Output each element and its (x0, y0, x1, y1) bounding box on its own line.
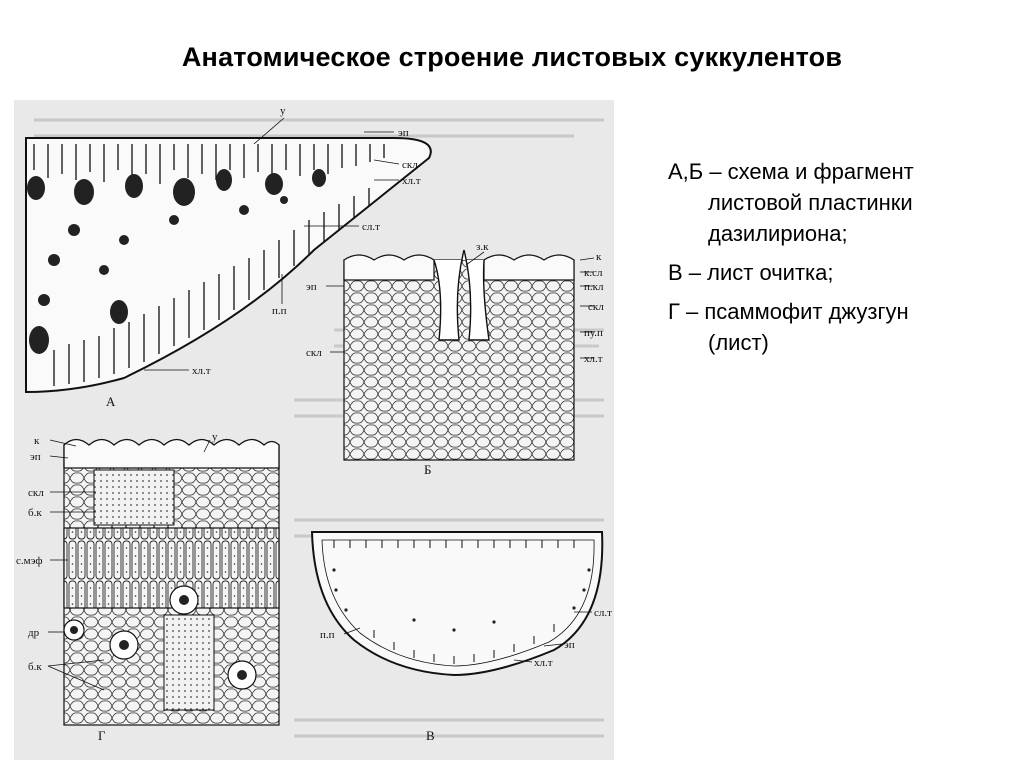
panel-a-letter: А (106, 394, 116, 409)
label-a-pp: п.п (272, 305, 287, 317)
label-g-u: у (212, 431, 218, 443)
label-g-smef: с.мэф (16, 555, 43, 567)
label-a-hlt: хл.т (402, 175, 421, 187)
label-b-hlt: хл.т (584, 353, 603, 365)
label-g-dr: др (28, 627, 40, 639)
label-v-hlt: хл.т (534, 657, 553, 669)
panel-g-letter: Г (98, 728, 106, 743)
label-b-skl2: скл (306, 347, 322, 359)
panel-v-letter: В (426, 728, 435, 743)
label-g-ep: эп (30, 451, 41, 463)
panel-v-diagram (312, 532, 612, 743)
label-v-pp: п.п (320, 629, 335, 641)
caption-item-g: Г – псаммофит джузгун (668, 299, 909, 324)
label-g-bk: б.к (28, 507, 42, 519)
caption-item-ab-cont2: дазилириона; (708, 221, 848, 246)
label-a-u: у (280, 105, 286, 117)
label-a-ep: эп (398, 127, 409, 139)
label-g-bk2: б.к (28, 661, 42, 673)
panel-b-diagram (306, 241, 604, 477)
caption-item-ab-cont1: листовой пластинки (708, 190, 913, 215)
panel-b-letter: Б (424, 462, 432, 477)
label-b-k: к (596, 251, 602, 263)
label-g-k: к (34, 435, 40, 447)
panel-g-diagram (16, 431, 279, 743)
label-a-slt: сл.т (362, 221, 380, 233)
figure-caption (668, 156, 1008, 358)
label-v-ep: эп (564, 639, 575, 651)
label-v-slt: сл.т (594, 607, 612, 619)
slide-title: Анатомическое строение листовых суккулентов (181, 42, 843, 72)
caption-item-g-cont: (лист) (708, 330, 769, 355)
label-b-pup: пу.п (584, 327, 603, 339)
label-b-ep: эп (306, 281, 317, 293)
label-b-zk: з.к (476, 241, 489, 253)
label-b-pkl: п.кл (584, 281, 604, 293)
label-a-hlt2: хл.т (192, 365, 211, 377)
label-b-skl: скл (588, 301, 604, 313)
label-b-ksl: к.сл (584, 267, 603, 279)
anatomy-figure (14, 100, 614, 760)
caption-item-ab: А,Б – схема и фрагмент (668, 159, 914, 184)
label-a-skl: скл (402, 159, 418, 171)
anatomy-illustration (14, 100, 614, 760)
caption-item-v: В – лист очитка; (668, 260, 834, 285)
label-g-skl: скл (28, 487, 44, 499)
